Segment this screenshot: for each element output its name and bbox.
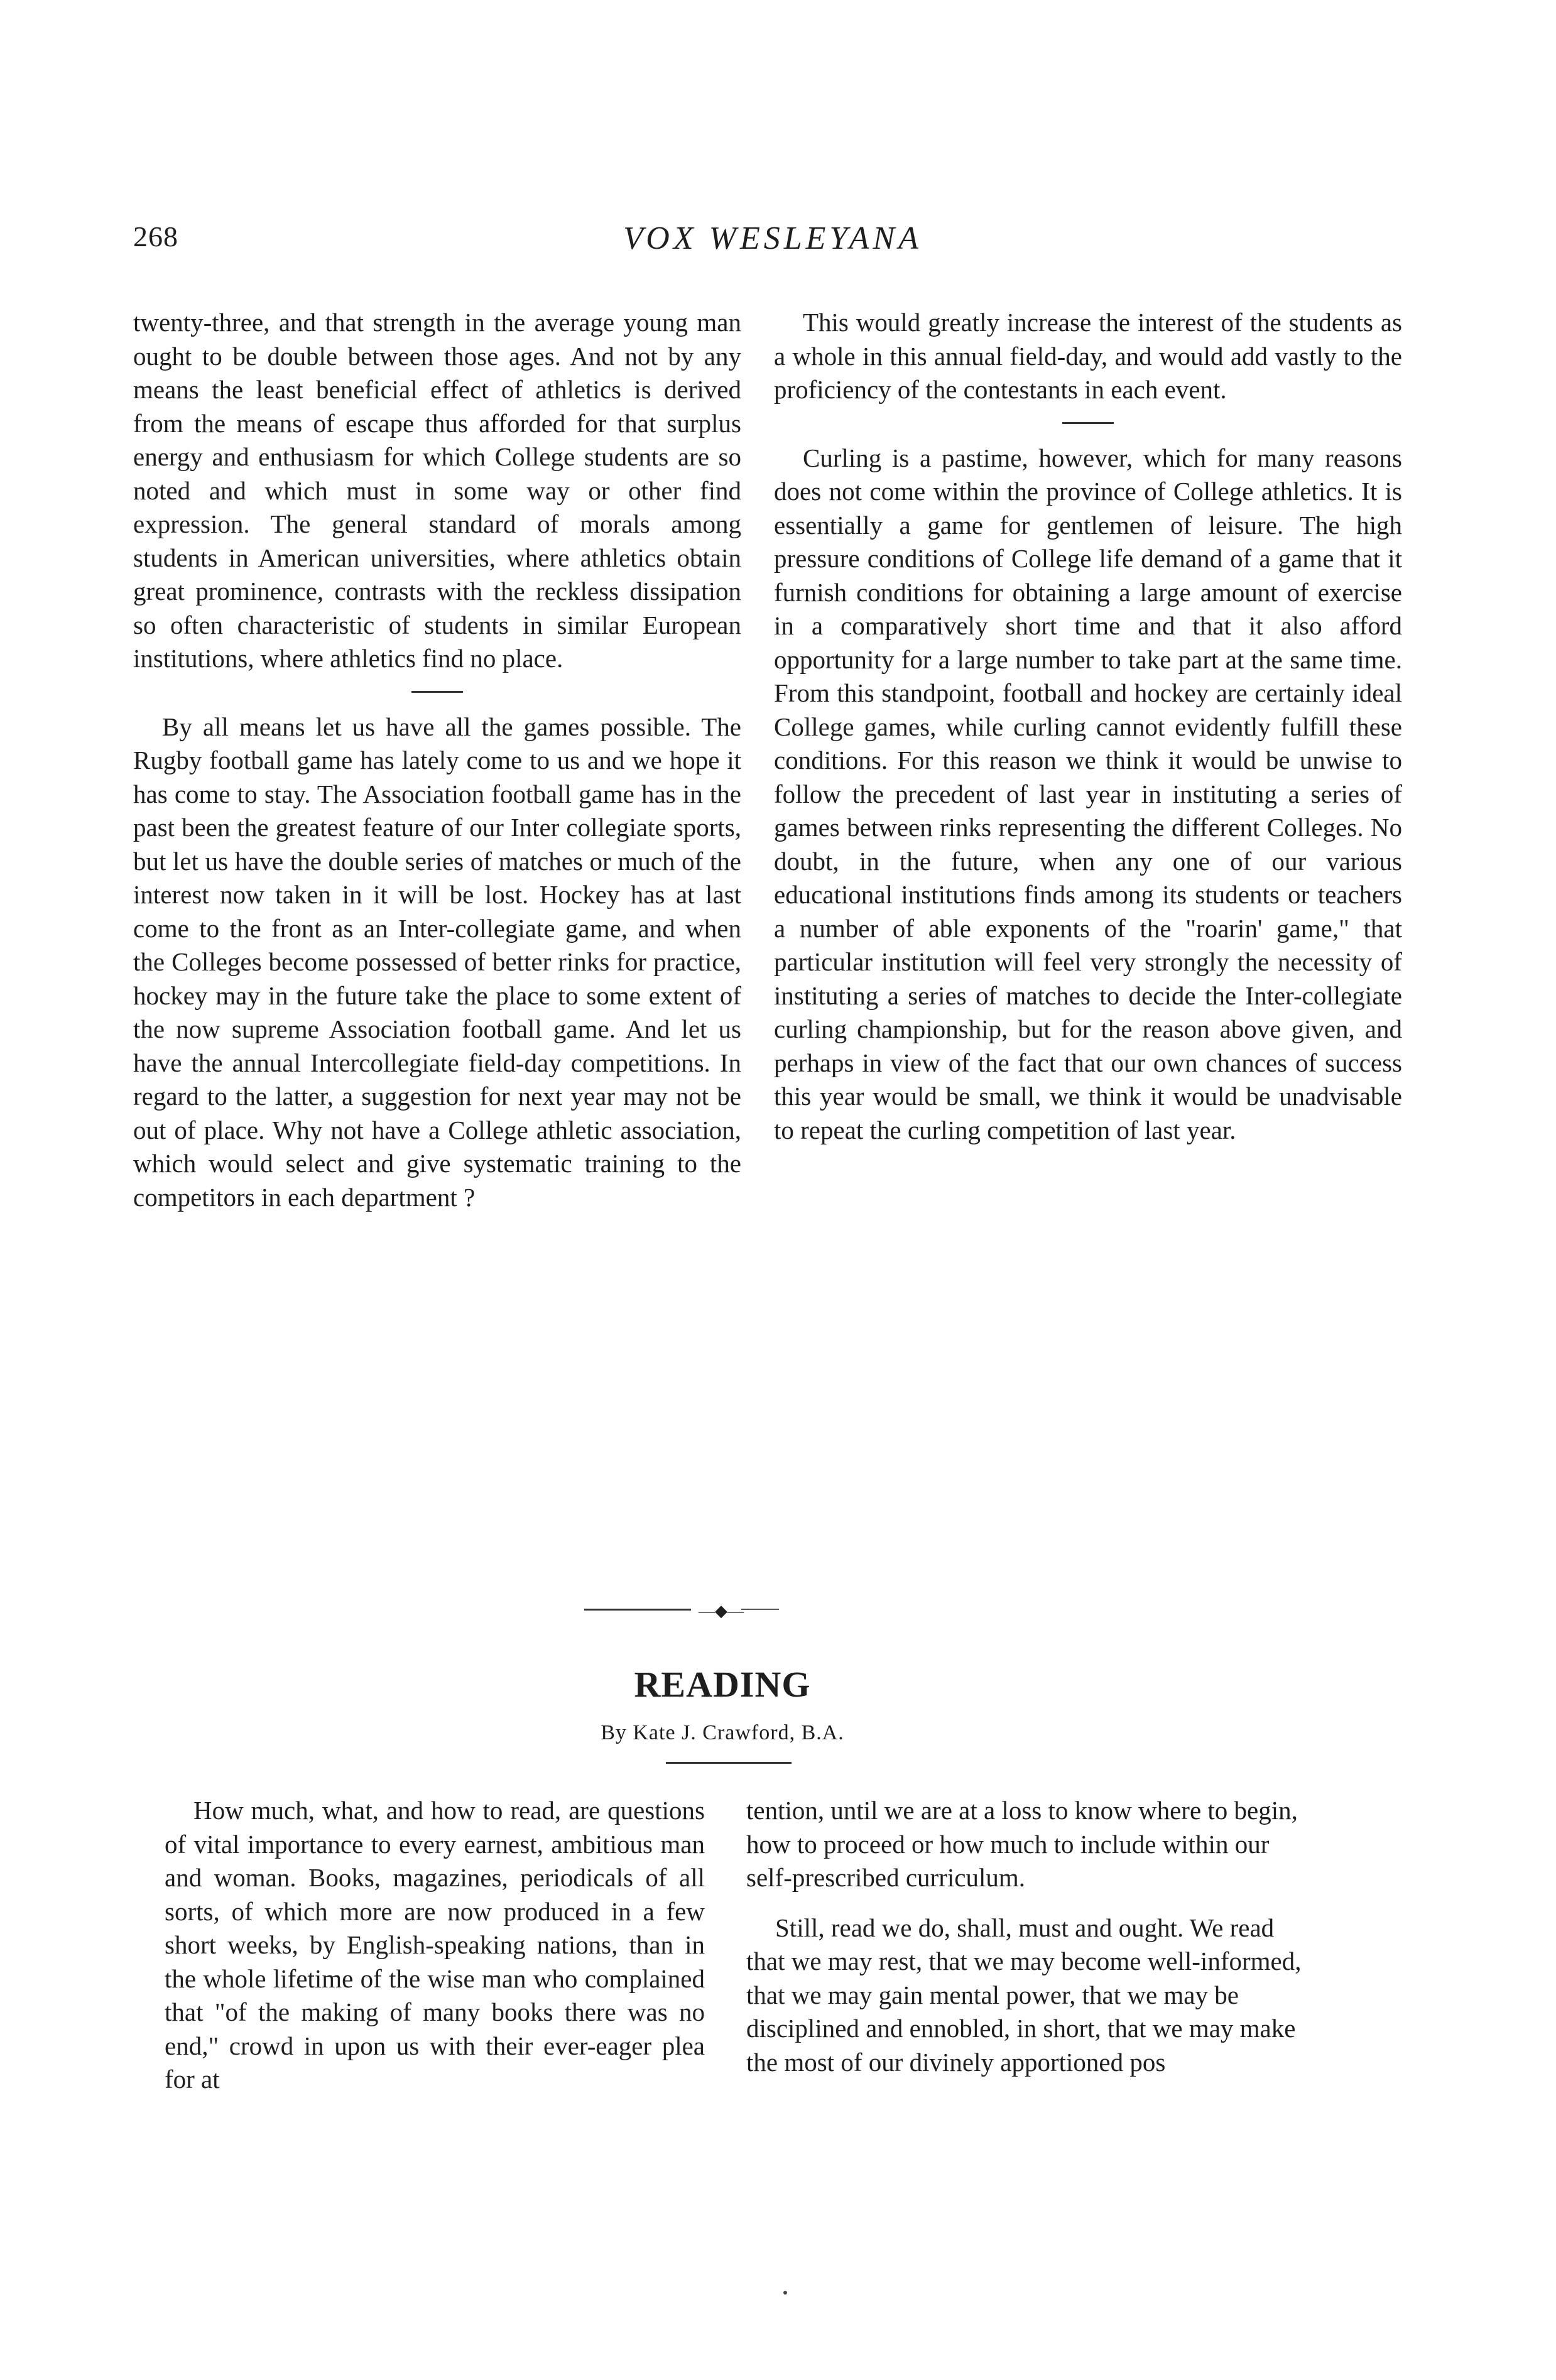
paragraph-separator bbox=[411, 691, 463, 693]
article-byline: By Kate J. Crawford, B.A. bbox=[601, 1721, 844, 1744]
page-number: 268 bbox=[133, 220, 178, 253]
bottom-left-column bbox=[165, 1794, 705, 2097]
paragraph: twenty-three, and that strength in the average young man ought to be double between those ages. And not by any means the least beneficial effect of athletics is derived from the means of escape thus afforded for that surplus energy and enthusiasm for which College students are so noted and which must in some way or other find expression. The general standard of morals among students in American universities, where athletics obtain great prominence, contrasts with the reckless dissipation so often characteristic of students in similar European institutions, where athletics find no place. bbox=[133, 308, 741, 673]
running-title: VOX WESLEYANA bbox=[623, 220, 922, 256]
title-rule bbox=[666, 1762, 792, 1764]
paragraph: Still, read we do, shall, must and ought. We read that we may rest, that we may become well-informed, that we may gain mental power, that we may be disciplined and ennobled, in short, that we may make the most of our divinely apportioned pos bbox=[746, 1913, 1302, 2077]
paragraph-separator bbox=[1062, 422, 1114, 424]
ornament-diamond-icon: —◆— bbox=[699, 1602, 744, 1620]
article-title: READING bbox=[634, 1664, 811, 1705]
paragraph: Curling is a pastime, however, which for many reasons does not come within the province of College athletics. It is essentially a game for gentlemen of leisure. The high pressure conditions of College life demand of a game that it furnish conditions for obtaining a large amount of exercise in a comparatively short time and that it also afford opportunity for a large number to take part at the same time. From this standpoint, football and hockey are certainly ideal College games, while curling cannot evidently fulfill these conditions. For this reason we think it would be unwise to follow the precedent of last year in instituting a series of games between rinks representing the different Colleges. No doubt, in the future, when any one of our various educational institutions finds among its students or teachers a number of able exponents of the "roarin' game," that particular institution will feel very strongly the necessity of instituting a series of matches to decide the Inter-collegiate curling championship, but for the reason above given, and perhaps in view of the fact that our own chances of success this year would be small, we think it would be unadvisable to repeat the curling competition of last year. bbox=[774, 443, 1402, 1144]
printer-mark bbox=[783, 2291, 787, 2295]
paragraph: tention, until we are at a loss to know where to begin, how to proceed or how much to include within our self-prescribed curriculum. bbox=[746, 1796, 1298, 1892]
section-ornament bbox=[584, 1602, 861, 1620]
bottom-right-column bbox=[746, 1794, 1302, 2079]
top-left-column bbox=[133, 306, 741, 1214]
paragraph: By all means let us have all the games possible. The Rugby football game has lately come to us and we hope it has come to stay. The Association football game has in the past been the greatest feature of our Inter collegiate sports, but let us have the double series of matches or much of the interest now taken in it will be lost. Hockey has at last come to the front as an Inter-collegiate game, and when the Colleges become possessed of better rinks for practice, hockey may in the future take the place to some extent of the now supreme Association football game. And let us have the annual Intercollegiate field-day competitions. In regard to the latter, a suggestion for next year may not be out of place. Why not have a College athletic association, which would select and give systematic training to the competitors in each department ? bbox=[133, 712, 741, 1212]
paragraph: This would greatly increase the interest of the students as a whole in this annual field-day, and would add vastly to the proficiency of the contestants in each event. bbox=[774, 308, 1402, 404]
ornament-rule bbox=[584, 1609, 691, 1611]
ornament-rule bbox=[741, 1609, 779, 1610]
paragraph: How much, what, and how to read, are questions of vital importance to every earnest, ambitious man and woman. Books, magazines, periodicals of all sorts, of which more are now produced in a few short weeks, by English-speaking nations, than in the whole lifetime of the wise man who complained that "of the making of many books there was no end," crowd in upon us with their ever-eager plea for at bbox=[165, 1796, 705, 2094]
top-right-column bbox=[774, 306, 1402, 1147]
